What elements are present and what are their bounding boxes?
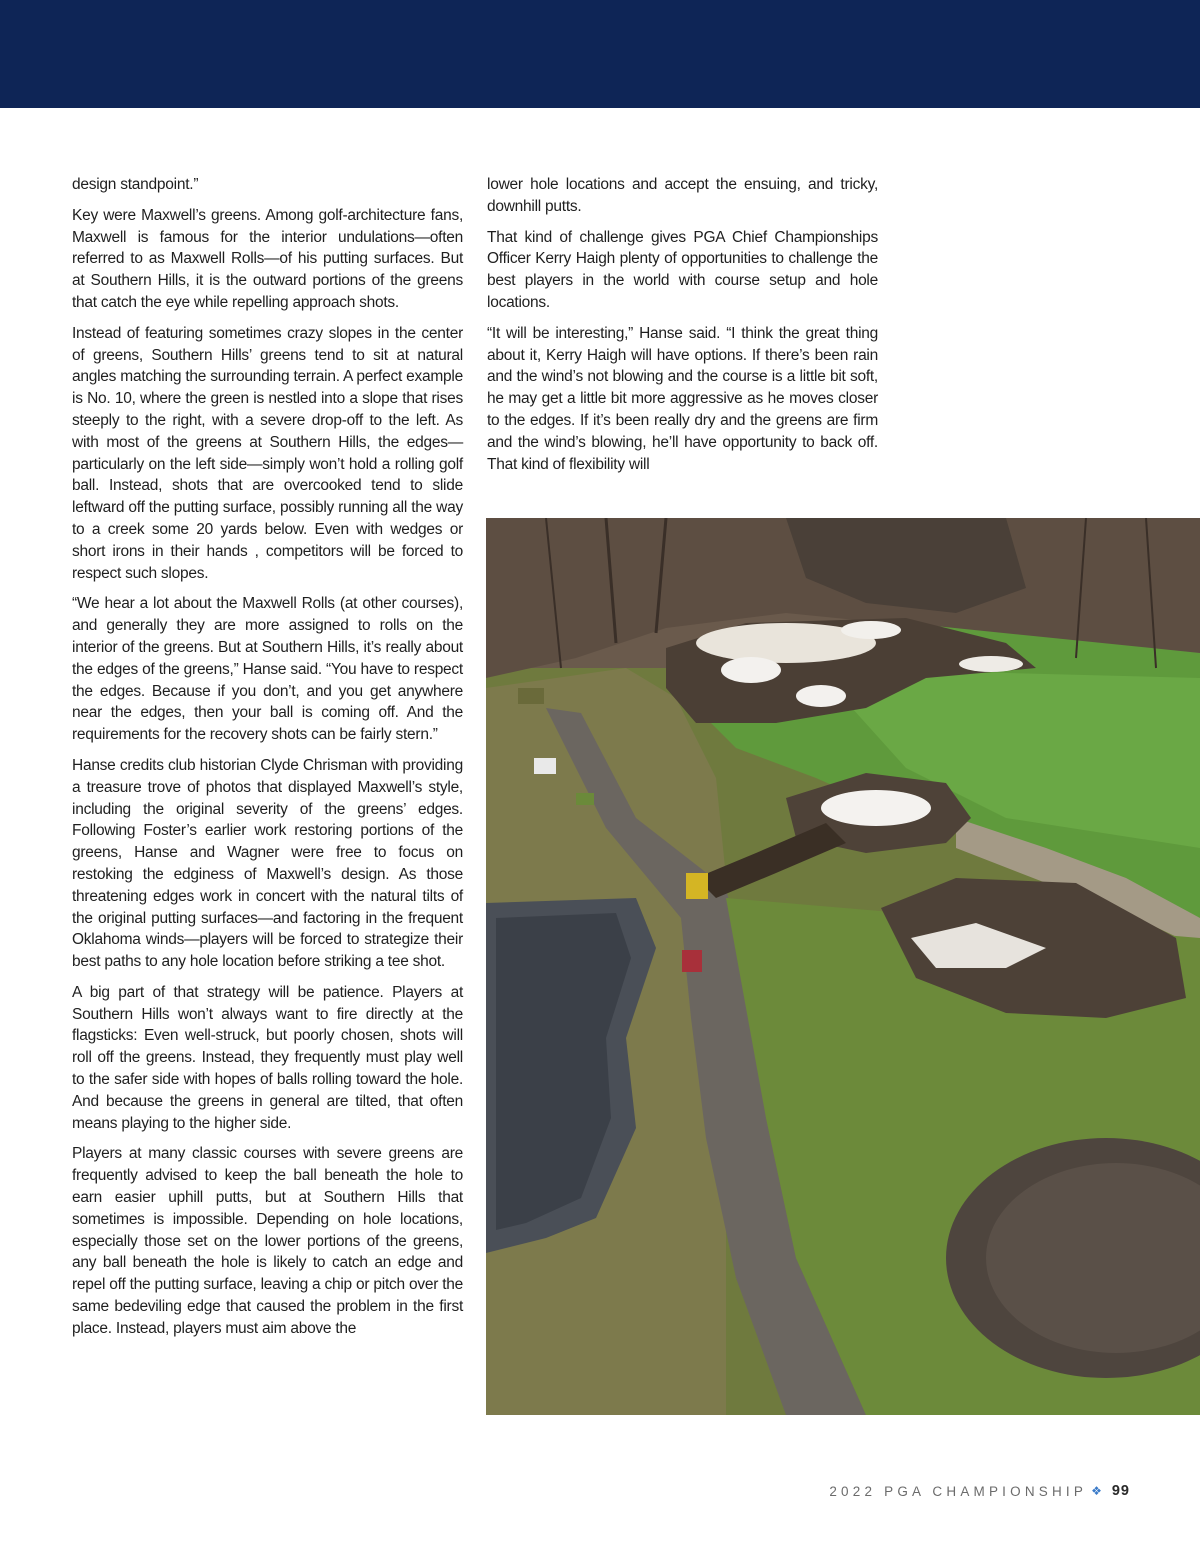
- article-right-column: [487, 174, 878, 484]
- paragraph: That kind of challenge gives PGA Chief Championships Officer Kerry Haigh plenty of opportunities to challenge the best players in the world with course setup and hole locations.: [487, 228, 878, 311]
- paragraph: Instead of featuring sometimes crazy slopes in the center of greens, Southern Hills’ greens tend to sit at natural angles matching the surrounding terrain. A perfect example is No. 10, where the green is nestled into a slope that rises steeply to the right, with a severe drop-off to the left. As with most of the greens at Southern Hills, the edges—particularly on the left side—simply won’t hold a rolling golf ball. Instead, shots that are overcooked tend to slide leftward off the putting surface, possibly running all the way to a creek some 20 yards below. Even with wedges or short irons in their hands , competitors will be forced to respect such slopes.: [72, 324, 463, 582]
- paragraph: Key were Maxwell’s greens. Among golf-architecture fans, Maxwell is famous for the interior undulations—often referred to as Maxwell Rolls—of his putting surfaces. But at Southern Hills, it is the outward portions of the greens that catch the eye while repelling approach shots.: [72, 206, 463, 311]
- diamond-icon: ❖: [1091, 1484, 1102, 1498]
- page-footer: [829, 1483, 1130, 1499]
- paragraph: lower hole locations and accept the ensuing, and tricky, downhill putts.: [487, 176, 878, 215]
- paragraph: design standpoint.”: [72, 176, 199, 193]
- paragraph: A big part of that strategy will be patience. Players at Southern Hills won’t always want to fire directly at the flagsticks: Even well-struck, but poorly chosen, shots will roll off the greens. Instead, they frequently must play well to the safer side with hopes of balls rolling toward the hole. And because the greens in general are tilted, that often means playing to the higher side.: [72, 983, 463, 1132]
- paragraph: Hanse credits club historian Clyde Chrisman with providing a treasure trove of photos that displayed Maxwell’s style, including the original severity of the greens’ edges. Following Foster’s earlier work restoring portions of the greens, Hanse and Wagner were free to focus on restoking the edginess of Maxwell’s design. As those threatening edges work in concert with the natural tilts of the original putting surfaces—and factoring in the frequent Oklahoma winds—players will be forced to strategize their best paths to any hole location before striking a tee shot.: [72, 756, 463, 971]
- aerial-course-photo: [486, 518, 1200, 1415]
- paragraph: Players at many classic courses with severe greens are frequently advised to keep the ball beneath the hole to earn easier uphill putts, but at Southern Hills that sometimes is impossible. Depending on hole locations, especially those set on the lower portions of the greens, any ball beneath the hole is likely to catch an edge and repel off the putting surface, leaving a chip or pitch over the same bedeviling edge that caused the problem in the first place. Instead, players must aim above the: [72, 1145, 463, 1337]
- publication-name: 2022 PGA CHAMPIONSHIP: [829, 1483, 1088, 1499]
- article-left-column: [72, 174, 463, 1349]
- page-number: 99: [1111, 1483, 1130, 1499]
- paragraph: “It will be interesting,” Hanse said. “I think the great thing about it, Kerry Haigh will have options. If there’s been rain and the wind’s not blowing and the course is a little bit soft, he may get a little bit more aggressive as he moves closer to the edges. If it’s been really dry and the greens are firm and the wind’s blowing, he’ll have opportunity to back off. That kind of flexibility will: [487, 324, 878, 473]
- paragraph: “We hear a lot about the Maxwell Rolls (at other courses), and generally they are more assigned to rolls on the interior of the greens. But at Southern Hills, it’s really about the edges of the greens,” Hanse said. “You have to respect the edges. Because if you don’t, and you get anywhere near the edges, then your ball is coming off. And the requirements for the recovery shots can be fairly stern.”: [72, 595, 463, 744]
- header-band: [0, 0, 1200, 108]
